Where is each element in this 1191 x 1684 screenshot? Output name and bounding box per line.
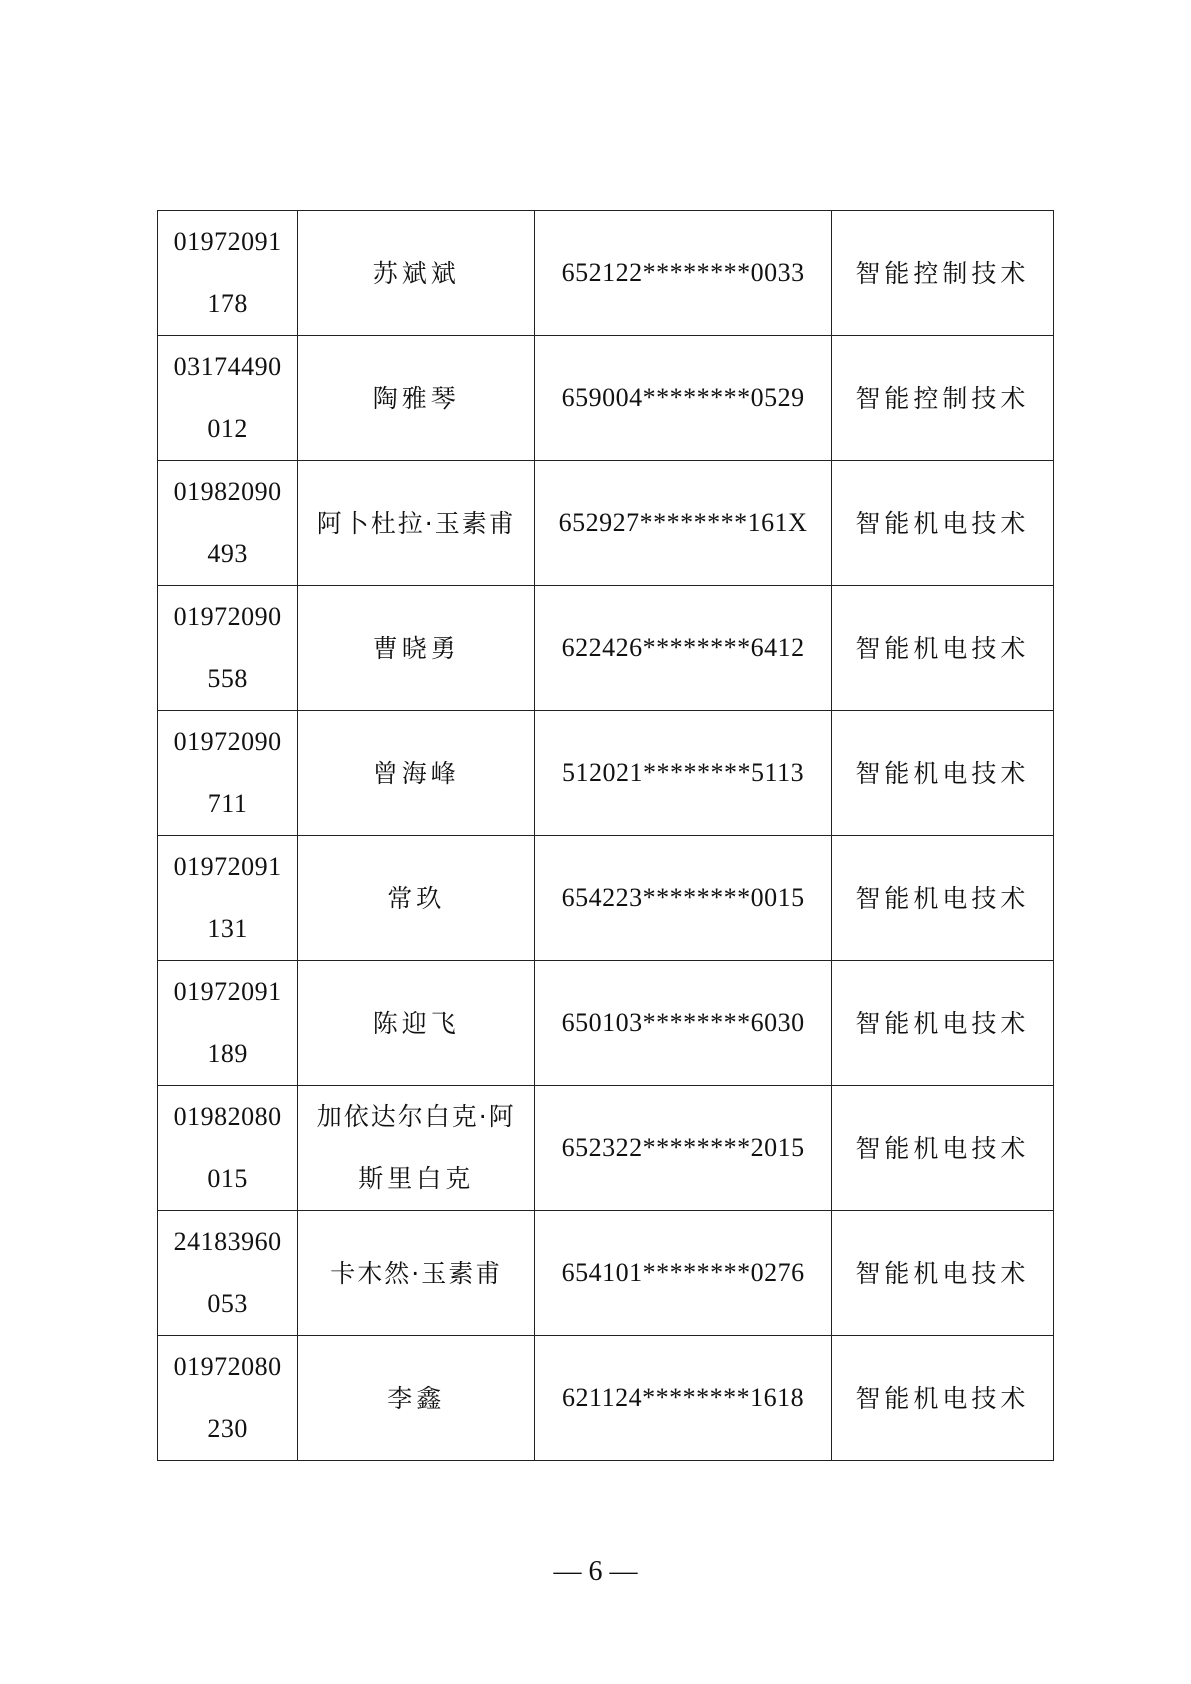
id-number-cell <box>535 836 831 961</box>
name-cell <box>298 711 535 836</box>
name-cell <box>298 1086 535 1211</box>
name-cell <box>298 586 535 711</box>
exam-id-line2: 053 <box>207 1289 248 1318</box>
table-row <box>158 586 1054 711</box>
exam-id-line1: 01982080 <box>173 1102 282 1131</box>
major-cell <box>831 336 1053 461</box>
table-row <box>158 1086 1054 1211</box>
id-number: 654101********0276 <box>561 1258 805 1287</box>
id-number-cell <box>535 1336 831 1461</box>
exam-id-cell <box>158 586 298 711</box>
major: 智能机电技术 <box>855 1008 1030 1038</box>
exam-id-line1: 24183960 <box>173 1227 282 1256</box>
student-name: 卡木然·玉素甫 <box>330 1258 503 1288</box>
name-cell <box>298 961 535 1086</box>
exam-id-cell <box>158 1336 298 1461</box>
name-cell <box>298 336 535 461</box>
major-cell <box>831 461 1053 586</box>
id-number-cell <box>535 1211 831 1336</box>
id-number-cell <box>535 1086 831 1211</box>
exam-id-line1: 01972091 <box>173 977 282 1006</box>
exam-id-line2: 711 <box>207 789 248 818</box>
major-cell <box>831 1336 1053 1461</box>
major: 智能机电技术 <box>855 758 1030 788</box>
table-row <box>158 961 1054 1086</box>
exam-id-line1: 01972090 <box>173 727 282 756</box>
student-name: 曹晓勇 <box>372 633 460 663</box>
major-cell <box>831 1086 1053 1211</box>
student-name: 曾海峰 <box>372 758 460 788</box>
id-number: 621124********1618 <box>562 1383 805 1412</box>
exam-id-cell <box>158 836 298 961</box>
exam-id-line1: 01972080 <box>173 1352 282 1381</box>
exam-id-line2: 178 <box>207 289 248 318</box>
id-number: 622426********6412 <box>561 633 805 662</box>
exam-id-cell <box>158 1211 298 1336</box>
table-row <box>158 211 1054 336</box>
major-cell <box>831 586 1053 711</box>
major: 智能机电技术 <box>855 1258 1030 1288</box>
exam-id-cell <box>158 211 298 336</box>
exam-id-line1: 01982090 <box>173 477 282 506</box>
major: 智能机电技术 <box>855 633 1030 663</box>
exam-id-line1: 01972090 <box>173 602 282 631</box>
table-row <box>158 336 1054 461</box>
major: 智能机电技术 <box>855 508 1030 538</box>
table-row <box>158 1211 1054 1336</box>
student-name: 常玖 <box>387 883 446 913</box>
student-name-line1: 加依达尔白克·阿 <box>316 1102 516 1131</box>
id-number-cell <box>535 961 831 1086</box>
student-name: 陶雅琴 <box>372 383 460 413</box>
name-cell <box>298 211 535 336</box>
name-cell <box>298 1336 535 1461</box>
id-number: 512021********5113 <box>562 758 805 787</box>
student-roster-table <box>157 210 1054 1461</box>
major: 智能机电技术 <box>855 883 1030 913</box>
id-number-cell <box>535 461 831 586</box>
name-cell <box>298 1211 535 1336</box>
exam-id-line2: 558 <box>207 664 248 693</box>
id-number: 652927********161X <box>558 508 808 537</box>
id-number: 652122********0033 <box>561 258 805 287</box>
table-row <box>158 711 1054 836</box>
id-number: 659004********0529 <box>561 383 805 412</box>
id-number-cell <box>535 586 831 711</box>
major: 智能机电技术 <box>855 1383 1030 1413</box>
major-cell <box>831 1211 1053 1336</box>
major-cell <box>831 211 1053 336</box>
student-name: 陈迎飞 <box>372 1008 460 1038</box>
exam-id-cell <box>158 336 298 461</box>
exam-id-cell <box>158 961 298 1086</box>
exam-id-line2: 493 <box>207 539 248 568</box>
exam-id-cell <box>158 1086 298 1211</box>
id-number: 654223********0015 <box>561 883 805 912</box>
exam-id-line1: 01972091 <box>173 227 282 256</box>
name-cell <box>298 836 535 961</box>
id-number: 652322********2015 <box>561 1133 805 1162</box>
student-name: 阿卜杜拉·玉素甫 <box>316 508 516 538</box>
exam-id-line2: 015 <box>207 1164 248 1193</box>
student-name: 苏斌斌 <box>372 258 460 288</box>
student-name: 李鑫 <box>387 1383 446 1413</box>
id-number-cell <box>535 711 831 836</box>
major-cell <box>831 961 1053 1086</box>
major: 智能机电技术 <box>855 1133 1030 1163</box>
exam-id-line2: 131 <box>207 914 248 943</box>
exam-id-line2: 230 <box>207 1414 248 1443</box>
table-row <box>158 836 1054 961</box>
exam-id-cell <box>158 461 298 586</box>
major-cell <box>831 711 1053 836</box>
table-row <box>158 1336 1054 1461</box>
exam-id-line2: 189 <box>207 1039 248 1068</box>
exam-id-line1: 03174490 <box>173 352 282 381</box>
name-cell <box>298 461 535 586</box>
page-number: — 6 — <box>553 1556 638 1587</box>
roster-body <box>158 211 1054 1461</box>
id-number: 650103********6030 <box>561 1008 805 1037</box>
student-name-line2: 斯里白克 <box>358 1164 475 1193</box>
major-cell <box>831 836 1053 961</box>
table-row <box>158 461 1054 586</box>
exam-id-line1: 01972091 <box>173 852 282 881</box>
major: 智能控制技术 <box>855 258 1030 288</box>
exam-id-cell <box>158 711 298 836</box>
id-number-cell <box>535 211 831 336</box>
id-number-cell <box>535 336 831 461</box>
exam-id-line2: 012 <box>207 414 248 443</box>
major: 智能控制技术 <box>855 383 1030 413</box>
